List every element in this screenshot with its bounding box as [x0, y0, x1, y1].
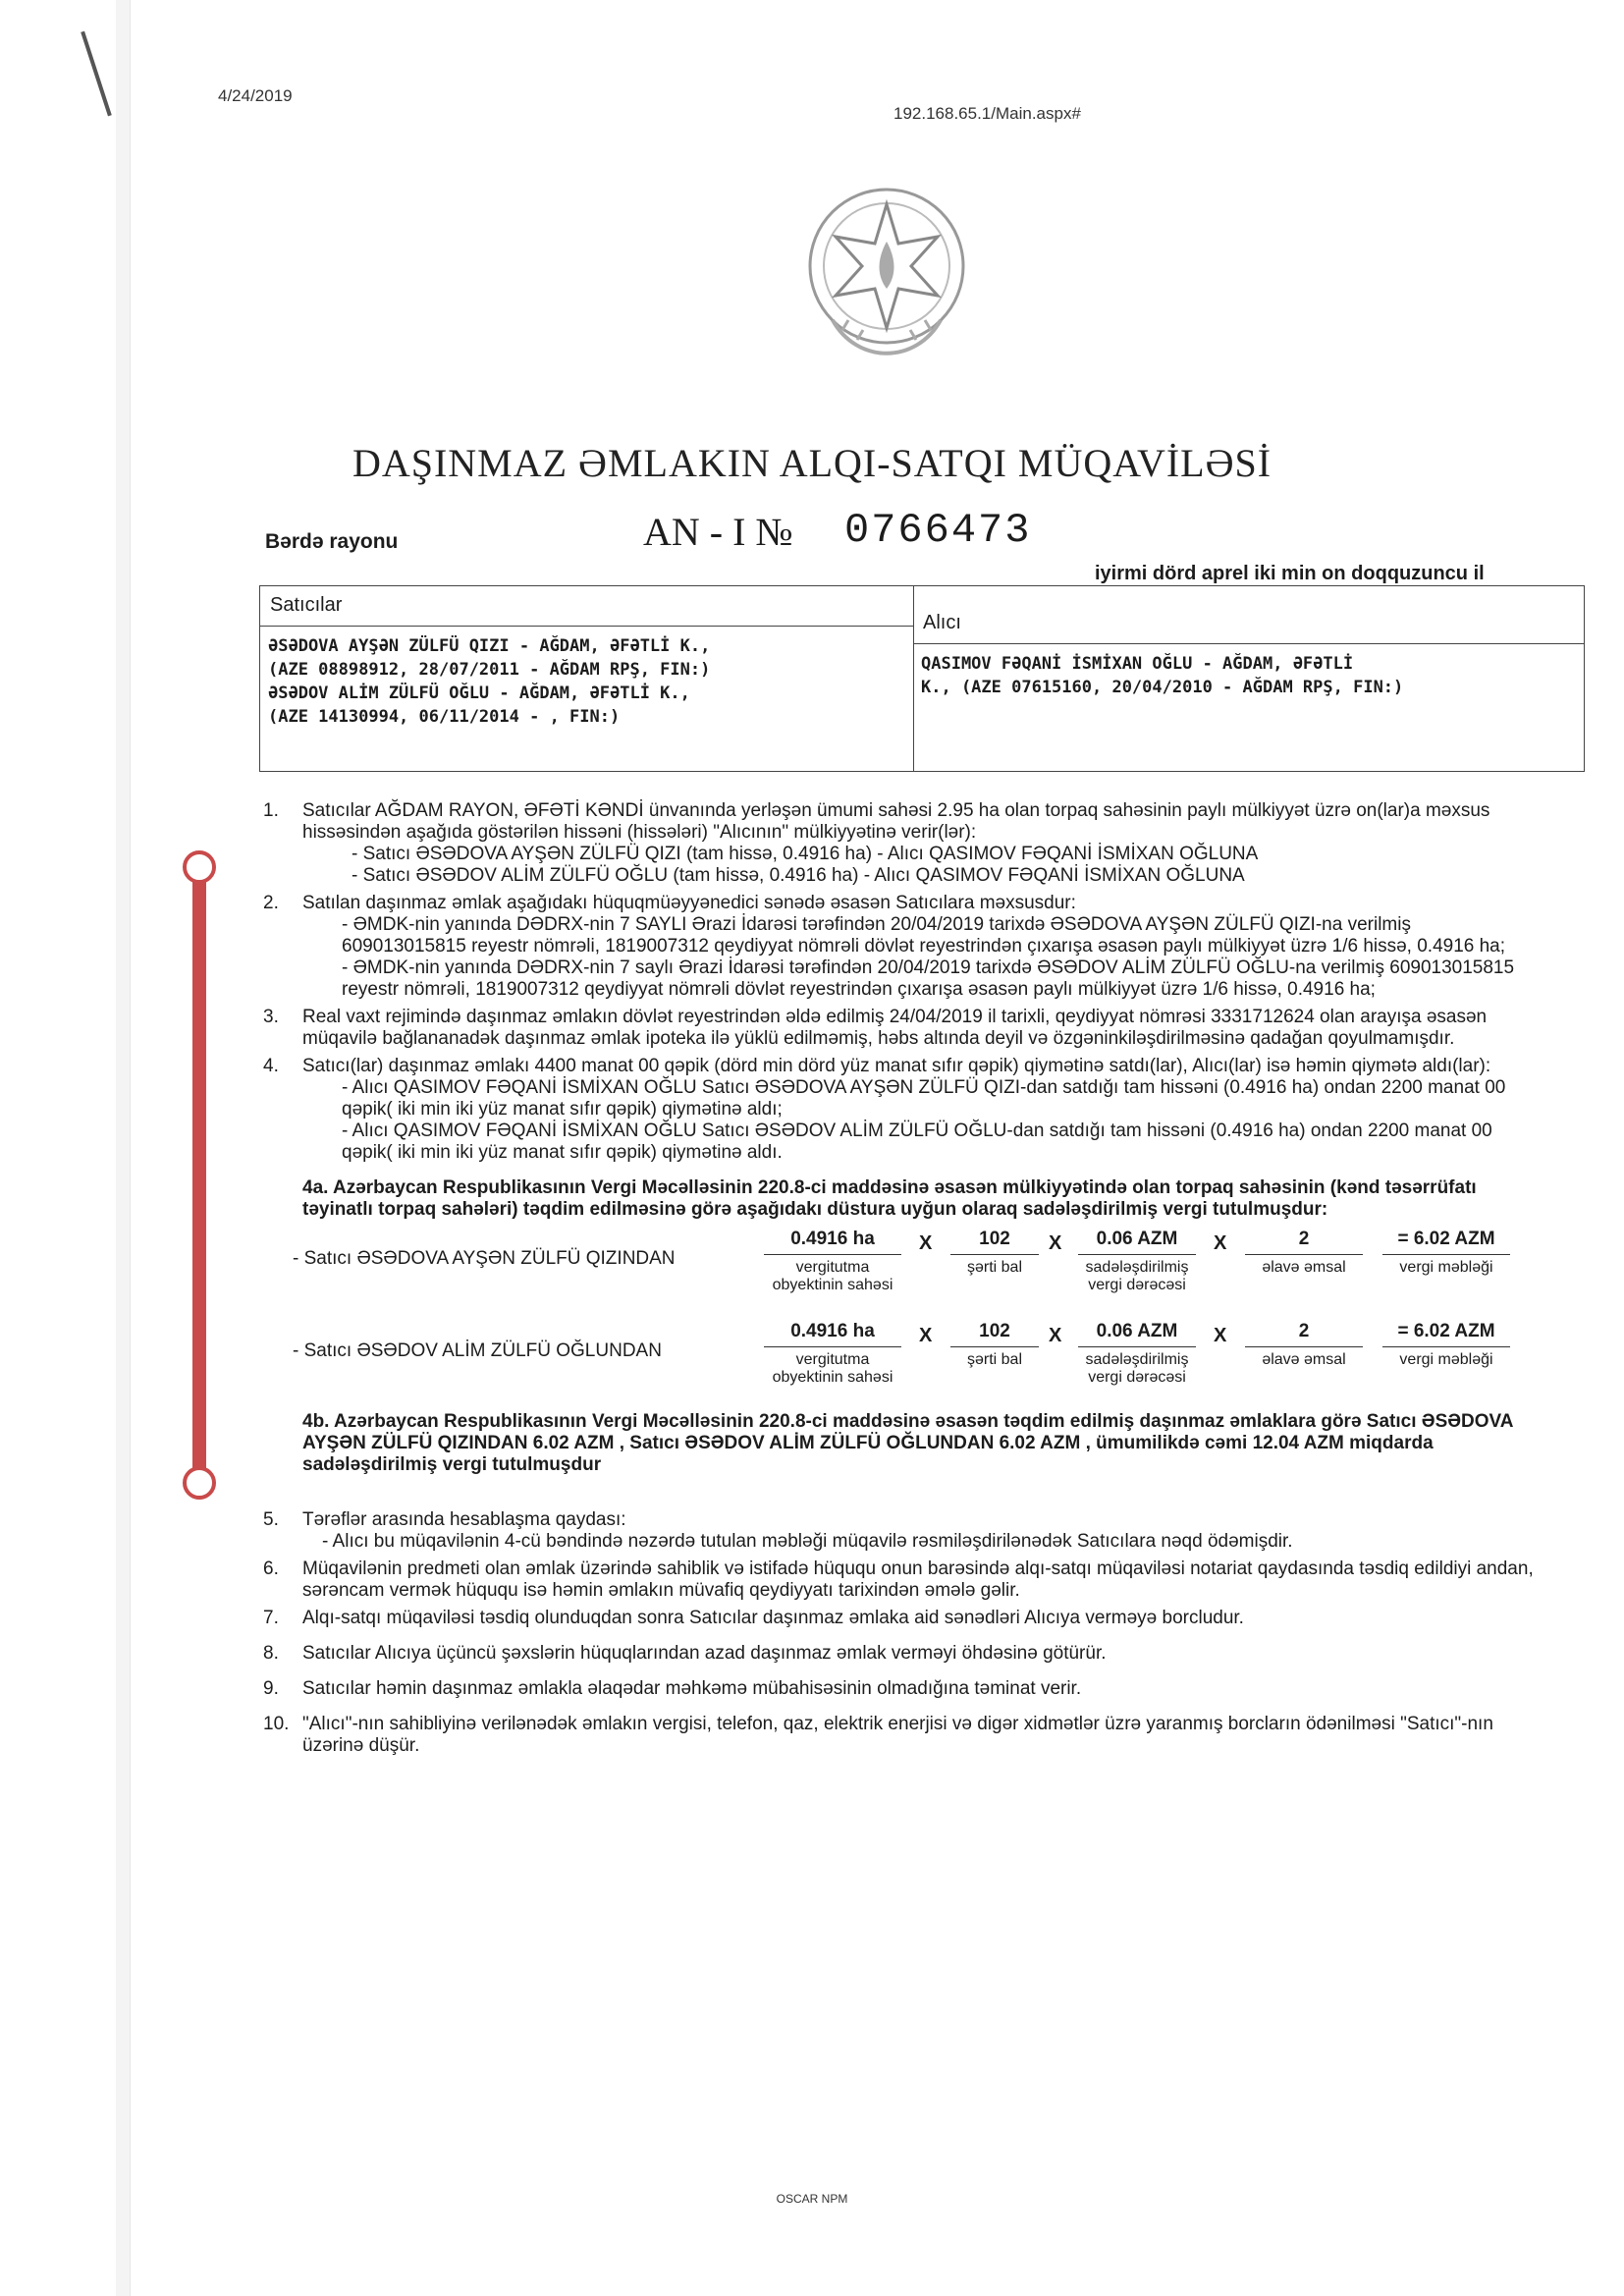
clause-4b-text: 4b. Azərbaycan Respublikasının Vergi Məcəlləsinin 220.8-ci maddəsinə əsasən təqdim edilmiş daşınmaz əmlaklara görə Satıcı ƏSƏDOVA AYŞƏN ZÜLFÜ QIZINDAN 6.02 AZM , Satıcı ƏSƏDOV ALİM ZÜLFÜ OĞLUNDAN 6.02 AZM , ümumilikdə cəmi 12.04 AZM miqdarda sadələşdirilmiş vergi tutulmuşdur	[302, 1411, 1513, 1475]
formula-coef-value: 2	[1245, 1229, 1363, 1255]
sellers-header: Satıcılar	[260, 586, 913, 627]
clause-8	[263, 1643, 1540, 1665]
formula-score	[950, 1229, 1039, 1277]
buyer-line-1: QASIMOV FƏQANİ İSMİXAN OĞLU - AĞDAM, ƏFƏTLİ	[921, 654, 1354, 674]
clause-text: "Alıcı"-nın sahibliyinə verilənədək əmlakın vergisi, telefon, qaz, elektrik enerjisi və digər xidmətlər üzrə yaranmış borcların ödənilməsi "Satıcı"-nın üzərinə düşür.	[302, 1714, 1493, 1756]
multiply-sign: X	[1214, 1325, 1227, 1346]
date-in-words: iyirmi dörd aprel iki min on doqquzuncu il	[1095, 563, 1485, 584]
clause-number: 5.	[263, 1509, 279, 1530]
clause-subitem: - Satıcı ƏSƏDOVA AYŞƏN ZÜLFÜ QIZI (tam hissə, 0.4916 ha) - Alıcı QASIMOV FƏQANİ İSMİXAN OĞLUNA	[352, 844, 1259, 864]
print-date: 4/24/2019	[218, 86, 293, 105]
sellers-column	[260, 586, 914, 771]
seller-line-4: (AZE 14130994, 06/11/2014 - , FIN:)	[268, 707, 621, 727]
multiply-sign: X	[1049, 1232, 1062, 1254]
formula-sum	[1382, 1321, 1510, 1369]
clause-text: Alqı-satqı müqaviləsi təsdiq olunduqdan sonra Satıcılar daşınmaz əmlaka aid sənədləri Alıcıya verməyə borcludur.	[302, 1608, 1244, 1628]
multiply-sign: X	[919, 1325, 933, 1346]
formula-coef	[1245, 1321, 1363, 1369]
formula-rate-caption: sadələşdirilmiş vergi dərəcəsi	[1085, 1259, 1189, 1293]
formula-area-value: 0.4916 ha	[764, 1229, 901, 1255]
clause-number: 4.	[263, 1056, 279, 1076]
staple-mark	[81, 31, 112, 117]
clause-subitem: - Alıcı bu müqavilənin 4-cü bəndində nəzərdə tutulan məbləği müqavilə rəsmiləşdirilənədək Satıcılara nəqd ödəmişdir.	[322, 1531, 1293, 1552]
clause-4	[263, 1056, 1540, 1164]
clause-number: 1.	[263, 800, 279, 821]
formula-seller-label: - Satıcı ƏSƏDOV ALİM ZÜLFÜ OĞLUNDAN	[293, 1340, 662, 1361]
contract-body	[263, 800, 1540, 1763]
clause-text: Satıcılar AĞDAM RAYON, ƏFƏTİ KƏNDİ ünvanında yerləşən ümumi sahəsi 2.95 ha olan torpaq sahəsinin paylı mülkiyyət üzrə on(lar)a məxsus hissəsindən aşağıda göstərilən hissəni (hissələri) "Alıcının" mülkiyyətinə verir(lər):	[302, 800, 1490, 843]
multiply-sign: X	[1214, 1232, 1227, 1254]
formula-area-value: 0.4916 ha	[764, 1321, 901, 1347]
formula-rate	[1078, 1321, 1196, 1387]
document-title: DAŞINMAZ ƏMLAKIN ALQI-SATQI MÜQAVİLƏSİ	[352, 441, 1272, 485]
formula-sum-value: = 6.02 AZM	[1382, 1229, 1510, 1255]
clause-text: Real vaxt rejimində daşınmaz əmlakın dövlət reyestrindən əldə edilmiş 24/04/2019 il tarixli, qeydiyyat nömrəsi 3331712624 olan arayışa əsasən müqavilə bağlananadək daşınmaz əmlak ipoteka ilə yüklü edilməmiş, həbs altında deyil və özgəninkiləşdirilməsinə qadağan qoyulmamışdır.	[302, 1007, 1488, 1049]
formula-sum	[1382, 1229, 1510, 1277]
clause-number: 6.	[263, 1558, 279, 1579]
clause-10	[263, 1714, 1540, 1757]
clause-text: Satıcılar Alıcıya üçüncü şəxslərin hüquqlarından azad daşınmaz əmlak verməyi öhdəsinə götürür.	[302, 1643, 1107, 1664]
clause-2	[263, 893, 1540, 1001]
clause-6	[263, 1558, 1540, 1602]
formula-rate	[1078, 1229, 1196, 1294]
formula-rate-caption: sadələşdirilmiş vergi dərəcəsi	[1085, 1351, 1189, 1386]
clause-number: 10.	[263, 1714, 290, 1734]
clause-subitem: - ƏMDK-nin yanında DƏDRX-nin 7 saylı Ərazi İdarəsi tərəfindən 20/04/2019 tarixdə ƏSƏDOV ALİM ZÜLFÜ OĞLU-na verilmiş 609013015815 reyestr nömrəli, 1819007312 qeydiyyat nömrəli dövlət reyestrindən çıxarışa əsasən paylı mülkiyyət üzrə 1/6 hissə, 0.4916 ha;	[342, 957, 1515, 1000]
formula-coef-value: 2	[1245, 1321, 1363, 1347]
clause-text: Tərəflər arasında hesablaşma qaydası:	[302, 1509, 626, 1530]
clause-number: 2.	[263, 893, 279, 913]
formula-area	[764, 1321, 901, 1387]
formula-area	[764, 1229, 901, 1294]
document-number: 0766473	[844, 507, 1032, 554]
clause-subitem: - Satıcı ƏSƏDOV ALİM ZÜLFÜ OĞLU (tam hissə, 0.4916 ha) - Alıcı QASIMOV FƏQANİ İSMİXAN OĞLUNA	[352, 865, 1245, 886]
scan-edge	[116, 0, 131, 2296]
print-url: 192.168.65.1/Main.aspx#	[893, 104, 1081, 123]
azerbaijan-state-emblem-icon	[803, 183, 970, 374]
buyer-details	[913, 644, 1584, 707]
formula-score-caption: şərti bal	[966, 1351, 1023, 1368]
seller-line-1: ƏSƏDOVA AYŞƏN ZÜLFÜ QIZI - AĞDAM, ƏFƏTLİ K.,	[268, 636, 711, 656]
footer-text: OSCAR NPM	[776, 2192, 848, 2206]
clause-subitem: - Alıcı QASIMOV FƏQANİ İSMİXAN OĞLU Satıcı ƏSƏDOV ALİM ZÜLFÜ OĞLU-dan satdığı tam hissəni (0.4916 ha) ondan 2200 manat 00 qəpik( iki min iki yüz manat sıfır qəpik) qiymətinə aldı.	[342, 1121, 1492, 1163]
formula-rate-value: 0.06 AZM	[1078, 1321, 1196, 1347]
clause-text: Satıcılar həmin daşınmaz əmlakla əlaqədar məhkəmə mübahisəsinin olmadığına təminat verir.	[302, 1678, 1082, 1699]
formula-score-value: 102	[950, 1321, 1039, 1347]
formula-coef-caption: əlavə əmsal	[1262, 1351, 1346, 1368]
clause-number: 7.	[263, 1608, 279, 1628]
clause-5	[263, 1509, 1540, 1553]
clause-text: Müqavilənin predmeti olan əmlak üzərində sahiblik və istifadə hüququ onun barəsində alqı-satqı müqaviləsi notariat qaydasında təsdiq edildiyi andan, sərəncam vermək hüququ isə həmin əmlakın müvafiq qeydiyyatı tarixindən əmələ gəlir.	[302, 1558, 1534, 1601]
formula-coef	[1245, 1229, 1363, 1277]
region-label: Bərdə rayonu	[265, 530, 399, 553]
formula-score	[950, 1321, 1039, 1369]
clause-text: Satılan daşınmaz əmlak aşağıdakı hüquqmüəyyənedici sənədə əsasən Satıcılara məxsusdur:	[302, 893, 1076, 913]
formula-score-caption: şərti bal	[966, 1259, 1023, 1276]
binding-string-mark	[192, 860, 206, 1476]
formula-area-caption: vergitutma obyektinin sahəsi	[772, 1259, 893, 1293]
clause-subitem: - ƏMDK-nin yanında DƏDRX-nin 7 SAYLI Ərazi İdarəsi tərəfindən 20/04/2019 tarixdə ƏSƏDOVA AYŞƏN ZÜLFÜ QIZI-na verilmiş 609013015815 reyestr nömrəli, 1819007312 qeydiyyat nömrəli dövlət reyestrindən çıxarışa əsasən paylı mülkiyyət üzrə 1/6 hissə, 0.4916 ha;	[342, 914, 1506, 957]
parties-table	[259, 585, 1585, 772]
formula-coef-caption: əlavə əmsal	[1262, 1259, 1346, 1276]
series-label: AN - I №	[643, 510, 793, 554]
multiply-sign: X	[1049, 1325, 1062, 1346]
clause-3	[263, 1007, 1540, 1050]
clause-subitem: - Alıcı QASIMOV FƏQANİ İSMİXAN OĞLU Satıcı ƏSƏDOVA AYŞƏN ZÜLFÜ QIZI-dan satdığı tam hissəni (0.4916 ha) ondan 2200 manat 00 qəpik( iki min iki yüz manat sıfır qəpik) qiymətinə aldı;	[342, 1077, 1506, 1120]
formula-rate-value: 0.06 AZM	[1078, 1229, 1196, 1255]
buyer-line-2: K., (AZE 07615160, 20/04/2010 - AĞDAM RPŞ, FIN:)	[921, 678, 1404, 697]
formula-score-value: 102	[950, 1229, 1039, 1255]
buyer-header: Alıcı	[913, 604, 1584, 644]
formula-seller-label: - Satıcı ƏSƏDOVA AYŞƏN ZÜLFÜ QIZINDAN	[293, 1248, 676, 1269]
clause-4a-heading: 4a. Azərbaycan Respublikasının Vergi Məcəlləsinin 220.8-ci maddəsinə əsasən mülkiyyətində olan torpaq sahəsinin (kənd təsərrüfatı təyinatlı torpaq sahələri) təqdim edilməsinə görə aşağıdakı düstura uyğun olaraq sadələşdirilmiş vergi tutulmuşdur:	[302, 1177, 1477, 1220]
clause-7	[263, 1608, 1540, 1629]
clause-9	[263, 1678, 1540, 1700]
binding-hole-bottom	[183, 1466, 216, 1500]
multiply-sign: X	[919, 1232, 933, 1254]
tax-formula-2	[263, 1321, 1540, 1405]
tax-formula-1	[263, 1229, 1540, 1313]
binding-hole-top	[183, 850, 216, 884]
formula-area-caption: vergitutma obyektinin sahəsi	[772, 1351, 893, 1386]
formula-sum-caption: vergi məbləği	[1399, 1351, 1493, 1368]
seller-line-2: (AZE 08898912, 28/07/2011 - AĞDAM RPŞ, FIN:)	[268, 660, 711, 680]
buyer-column	[913, 586, 1584, 771]
sellers-details	[260, 627, 913, 737]
formula-sum-value: = 6.02 AZM	[1382, 1321, 1510, 1347]
clause-number: 9.	[263, 1678, 279, 1699]
clause-1	[263, 800, 1540, 887]
clause-text: Satıcı(lar) daşınmaz əmlakı 4400 manat 00 qəpik (dörd min dörd yüz manat sıfır qəpik) qiymətinə satdı(lar), Alıcı(lar) isə həmin qiymətə aldı(lar):	[302, 1056, 1491, 1076]
formula-sum-caption: vergi məbləği	[1399, 1259, 1493, 1276]
clause-number: 8.	[263, 1643, 279, 1664]
clause-number: 3.	[263, 1007, 279, 1027]
seller-line-3: ƏSƏDOV ALİM ZÜLFÜ OĞLU - AĞDAM, ƏFƏTLİ K.,	[268, 683, 690, 703]
